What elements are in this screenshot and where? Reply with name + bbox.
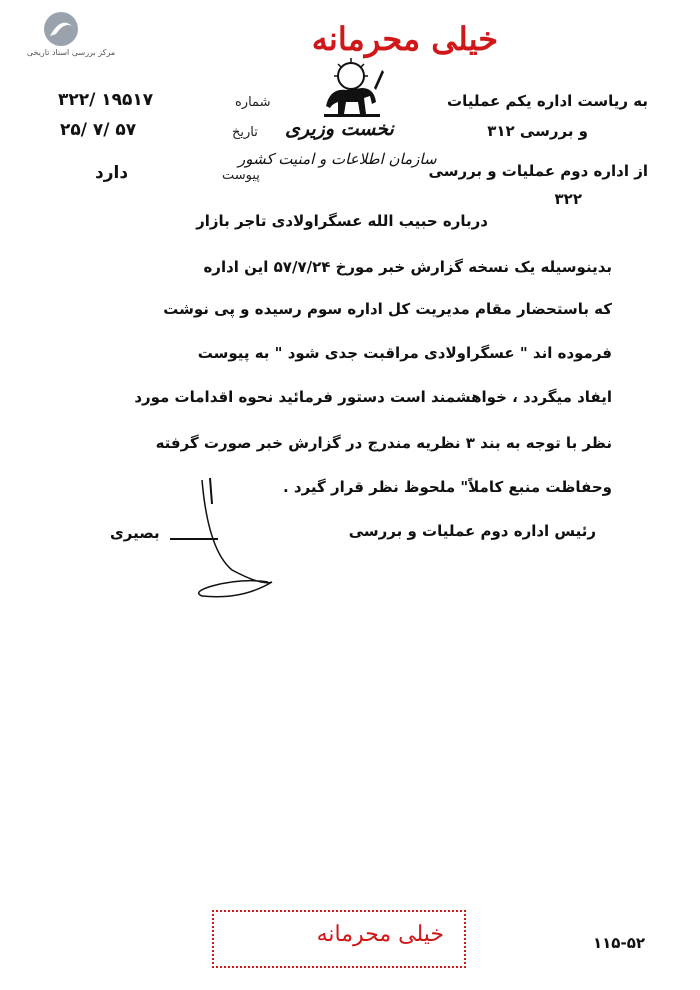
body-line-3: فرموده اند " عسگراولادی مراقبت جدی شود " به پیوست bbox=[197, 344, 612, 362]
bottom-classification-stamp bbox=[212, 910, 466, 968]
subject-line: درباره حبیب الله عسگراولادی تاجر بازار bbox=[196, 212, 488, 230]
recipient-line-1: به ریاست اداره یکم عملیات bbox=[447, 92, 648, 110]
body-line-2: که باستحضار مقام مدیریت کل اداره سوم رسیده و پی نوشت bbox=[163, 300, 612, 318]
number-value: ۳۲۲/ ۱۹۵۱۷ bbox=[58, 90, 154, 110]
watermark-text: مرکز بررسی اسناد تاریخی bbox=[26, 48, 116, 57]
attachment-value: دارد bbox=[95, 163, 129, 183]
lion-and-sun-emblem-icon bbox=[316, 58, 386, 120]
footer-document-number: ۱۱۵-۵۲ bbox=[593, 934, 646, 952]
archive-logo-icon bbox=[44, 12, 78, 46]
archive-watermark bbox=[12, 6, 122, 66]
recipient-line-2: و بررسی ۳۱۲ bbox=[487, 122, 588, 140]
organization-name: سازمان اطلاعات و امنیت کشور bbox=[238, 150, 437, 168]
top-stamp-text: خیلی محرمانه bbox=[311, 20, 498, 58]
prime-minister-heading: نخست وزیری bbox=[285, 118, 394, 140]
body-line-4: ایفاد میگردد ، خواهشمند است دستور فرمائید نحوه اقدامات مورد bbox=[134, 388, 612, 406]
bottom-stamp-text: خیلی محرمانه bbox=[316, 922, 444, 947]
sender-code: ۳۲۲ bbox=[554, 190, 582, 208]
attachment-label: پیوست bbox=[222, 168, 260, 183]
body-line-6: وحفاظت منبع کاملاً" ملحوظ نظر قرار گیرد . bbox=[282, 478, 612, 496]
date-value: ۲۵/ ۷/ ۵۷ bbox=[60, 120, 137, 140]
sender-line: از اداره دوم عملیات و بررسی bbox=[428, 162, 648, 180]
body-line-5: نظر با توجه به بند ۳ نظریه مندرج در گزارش خبر صورت گرفته bbox=[155, 434, 612, 452]
body-line-1: بدینوسیله یک نسخه گزارش خبر مورخ ۵۷/۷/۲۴ این اداره bbox=[203, 258, 612, 276]
number-label: شماره bbox=[235, 95, 271, 110]
signatory-title: رئیس اداره دوم عملیات و بررسی bbox=[348, 522, 596, 540]
date-label: تاریخ bbox=[232, 125, 258, 140]
signatory-name: بصیری bbox=[110, 524, 160, 542]
handwritten-signature-scribble bbox=[172, 470, 292, 610]
